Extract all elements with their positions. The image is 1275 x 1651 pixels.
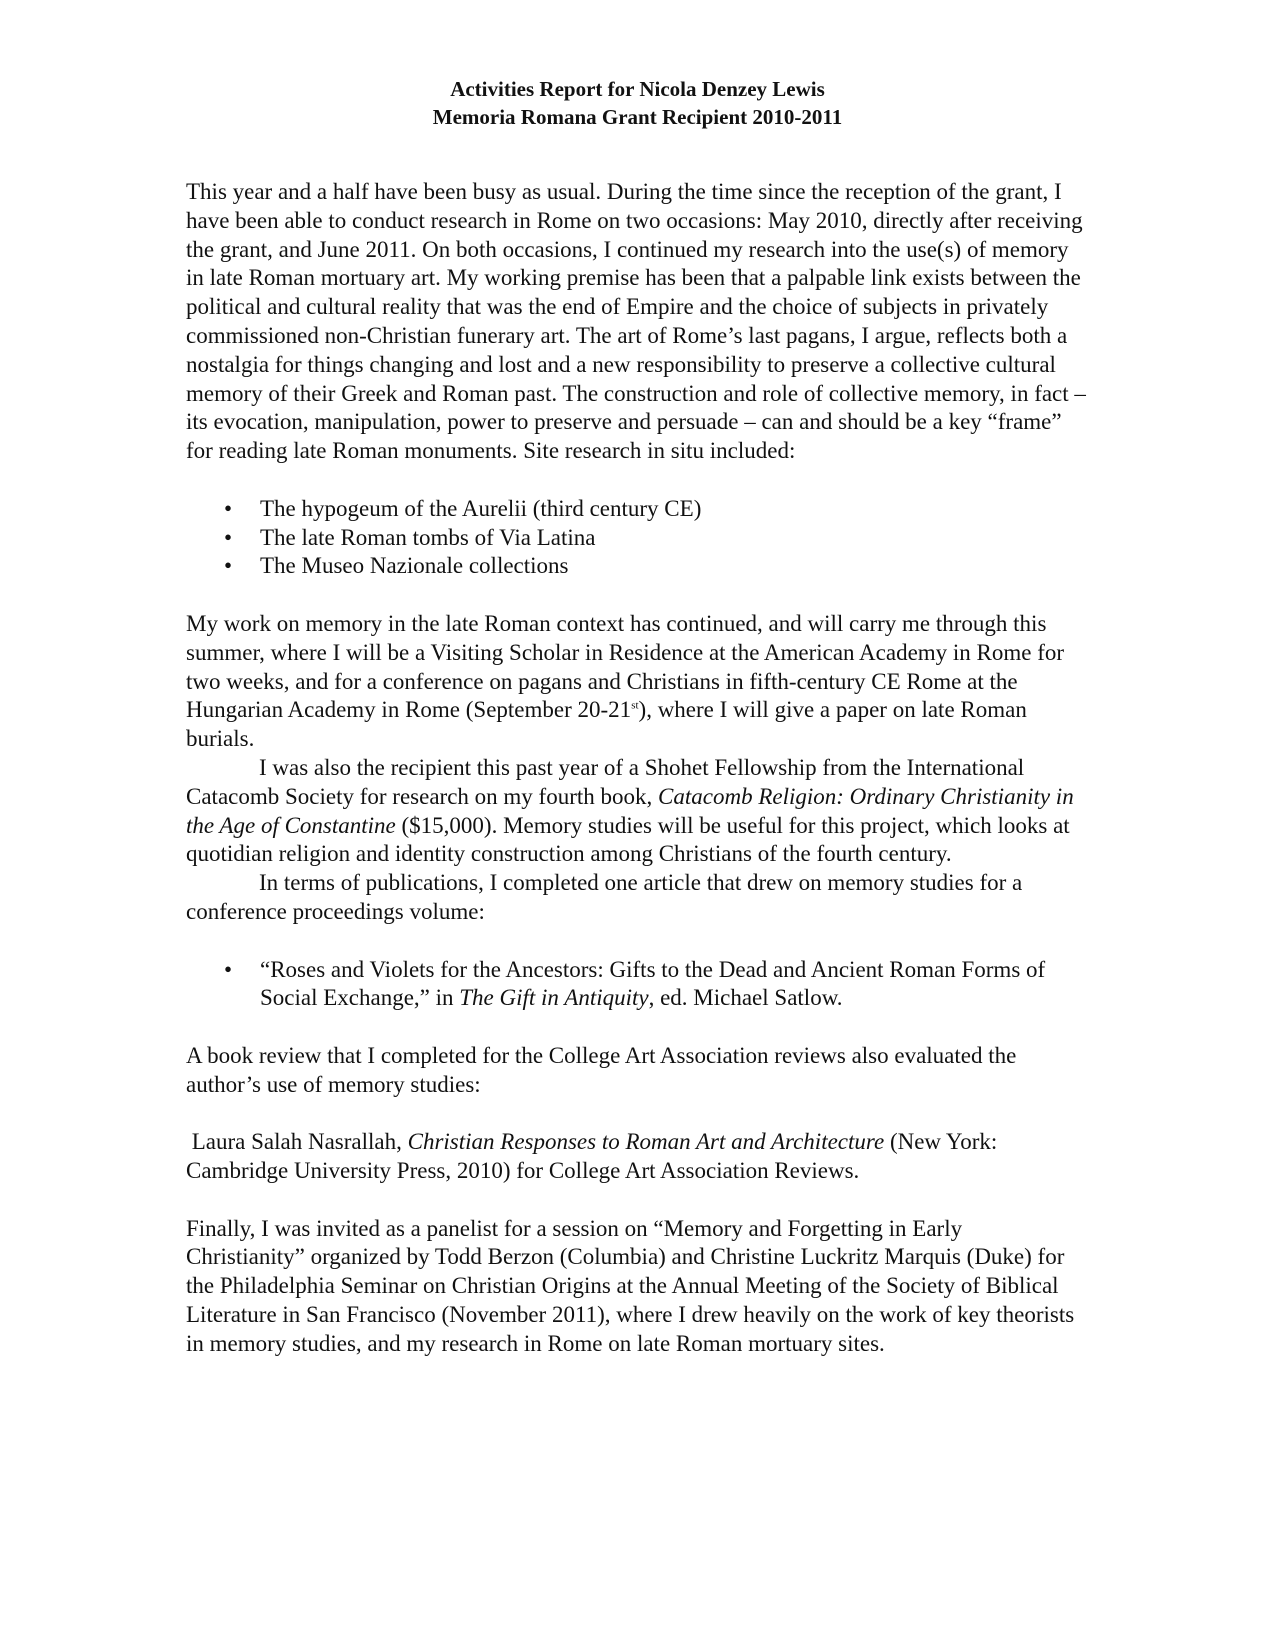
publication-entry bbox=[260, 957, 1045, 1011]
bullet-icon: • bbox=[224, 524, 233, 550]
list-item bbox=[186, 495, 1086, 524]
review-intro-paragraph: A book review that I completed for the College Art Association reviews also evaluated the author’s use of memory studies: bbox=[186, 1042, 1017, 1097]
work-text-end: ), where I will give a paper on late Roman burials. bbox=[186, 697, 1027, 752]
spacer bbox=[186, 1186, 1086, 1215]
spacer bbox=[186, 1100, 1086, 1129]
list-item-text: The hypogeum of the Aurelii (third century CE) bbox=[260, 495, 702, 521]
review-book-title: Christian Responses to Roman Art and Architecture bbox=[407, 1129, 885, 1155]
list-item bbox=[186, 552, 1086, 581]
intro-paragraph: This year and a half have been busy as usual. During the time since the reception of the grant, I have been able to conduct research in Rome on two occasions: May 2010, directly after receiving the grant, and June 2011. On both occasions, I continued my research into the use(s) of memory in late Roman mortuary art. My working premise has been that a palpable link exists between the political and cultural reality that was the end of Empire and the choice of subjects in privately commissioned non-Christian funerary art. The art of Rome’s last pagans, I argue, reflects both a nostalgia for things changing and lost and a new responsibility to preserve a collective cultural memory of their Greek and Roman past. The construction and role of collective memory, in fact – its evocation, manipulation, power to preserve and persuade – can and should be a key “frame” for reading late Roman monuments. Site research in situ included: bbox=[186, 179, 1086, 464]
fellowship-text: I was also the recipient this past year of a Shohet Fellowship from the International Catacomb Society for research on my fourth book, bbox=[186, 754, 1025, 809]
publication-text-end: , ed. Michael Satlow. bbox=[648, 985, 843, 1011]
review-details: (New York: Cambridge University Press, 2010) for College Art Association Reviews. bbox=[186, 1129, 998, 1184]
spacer bbox=[186, 466, 1086, 495]
panel-paragraph: Finally, I was invited as a panelist for a session on “Memory and Forgetting in Early Christianity” organized by Todd Berzon (Columbia) and Christine Luckritz Marquis (Duke) for the Philadelphia Seminar on Christian Origins at the Annual Meeting of the Society of Biblical Literature in San Francisco (November 2011), where I drew heavily on the work of key theorists in memory studies, and my research in Rome on late Roman mortuary sites. bbox=[186, 1215, 1075, 1356]
publication-text: “Roses and Violets for the Ancestors: Gifts to the Dead and Ancient Roman Forms of Social Exchange,” in bbox=[260, 956, 1046, 1011]
site-research-list bbox=[186, 495, 1086, 581]
review-citation bbox=[186, 1128, 1086, 1186]
work-text: My work on memory in the late Roman context has continued, and will carry me through this summer, where I will be a Visiting Scholar in Residence at the American Academy in Rome for two weeks, and for a conference on pagans and Christians in fifth-century CE Rome at the Hungarian Academy in Rome (September 20-21 bbox=[186, 610, 1065, 723]
document-subtitle: Memoria Romana Grant Recipient 2010-2011 bbox=[432, 105, 843, 129]
fellowship-text-end: ($15,000). Memory studies will be useful for this project, which looks at quotidian religion and identity construction among Christians of the fourth century. bbox=[186, 812, 1070, 867]
spacer bbox=[186, 1013, 1086, 1042]
work-paragraph bbox=[186, 610, 1086, 754]
ordinal-suffix: st bbox=[631, 699, 639, 712]
spacer bbox=[186, 581, 1086, 610]
bullet-icon: • bbox=[224, 495, 233, 521]
list-item-text: The late Roman tombs of Via Latina bbox=[260, 524, 596, 550]
fellowship-paragraph bbox=[186, 754, 1086, 869]
book-title: Catacomb Religion: Ordinary Christianity in the Age of Constantine bbox=[186, 783, 1074, 838]
list-item bbox=[186, 956, 1086, 1014]
list-item-text: The Museo Nazionale collections bbox=[260, 553, 569, 579]
list-item bbox=[186, 524, 1086, 553]
document-title: Activities Report for Nicola Denzey Lewis bbox=[450, 77, 825, 101]
review-author: Laura Salah Nasrallah, bbox=[186, 1129, 408, 1155]
bullet-icon: • bbox=[224, 553, 233, 579]
bullet-icon: • bbox=[224, 956, 233, 982]
publications-list bbox=[186, 956, 1086, 1014]
publications-paragraph: In terms of publications, I completed one article that drew on memory studies for a conference proceedings volume: bbox=[186, 870, 1023, 924]
document-body bbox=[186, 178, 1086, 1359]
spacer bbox=[186, 927, 1086, 956]
publication-title: The Gift in Antiquity bbox=[459, 985, 649, 1011]
